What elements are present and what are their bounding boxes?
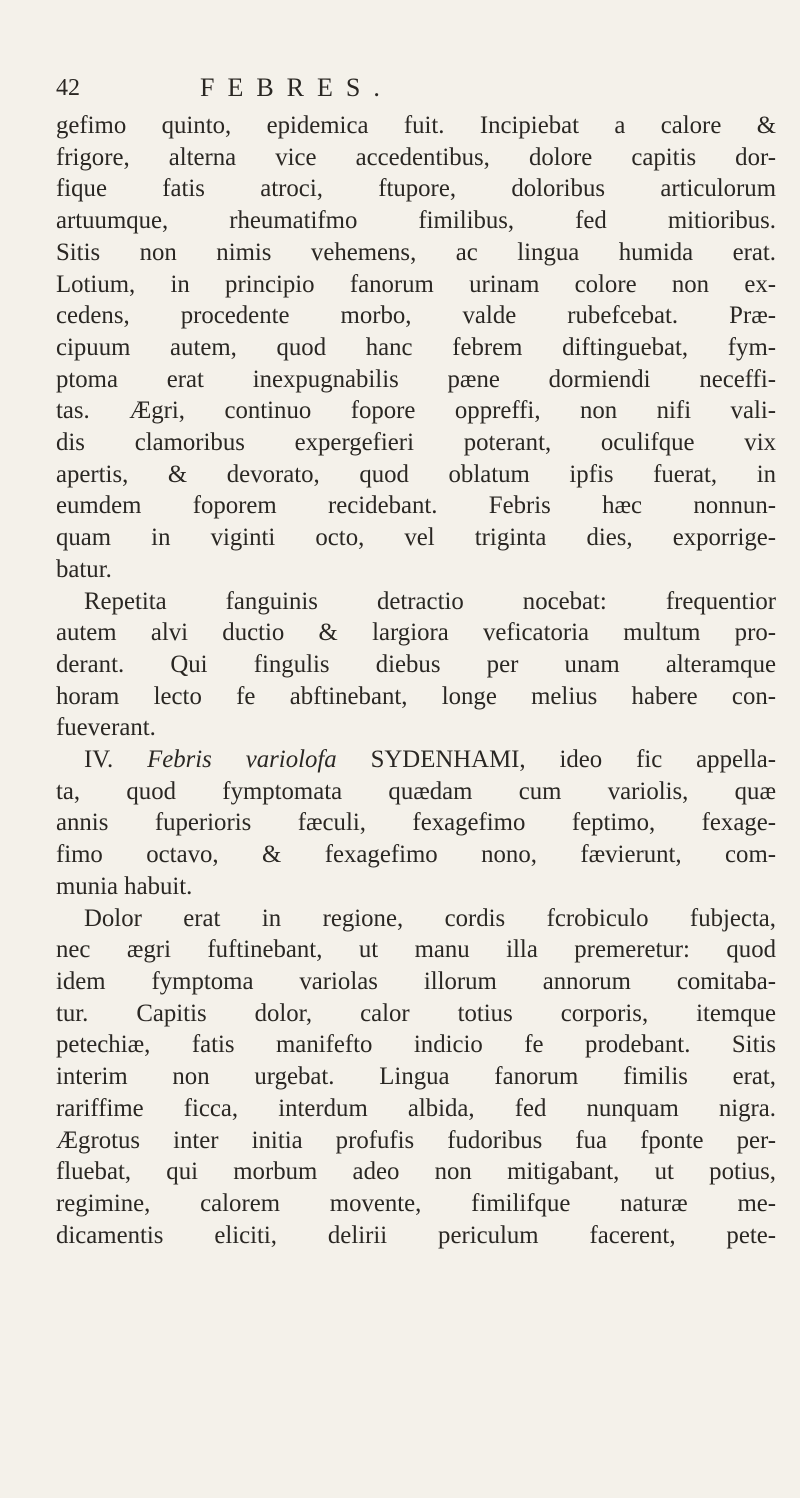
section-heading-line bbox=[56, 744, 776, 776]
text-line: munia habuit. bbox=[56, 872, 193, 900]
text-line: fique fatis atroci, ftupore, doloribus articulorum bbox=[56, 175, 776, 203]
text-line: rariffime ficca, interdum albida, fed nunquam nigra. bbox=[56, 1094, 776, 1122]
text-line: nec ægri fuftinebant, ut manu illa premeretur: quod bbox=[56, 936, 776, 964]
text-line: Dolor erat in regione, cordis fcrobiculo fubjecta, bbox=[84, 904, 776, 932]
text-line: frigore, alterna vice accedentibus, dolore capitis dor- bbox=[56, 143, 776, 171]
text-line: horam lecto fe abftinebant, longe melius habere con- bbox=[56, 682, 776, 710]
text-line: interim non urgebat. Lingua fanorum fimilis erat, bbox=[56, 1063, 776, 1091]
text-fragment: , ideo fic appella- bbox=[519, 746, 777, 774]
text-line: autem alvi ductio & largiora veficatoria multum pro- bbox=[56, 619, 776, 647]
text-line: dicamentis eliciti, delirii periculum facerent, pete- bbox=[56, 1221, 776, 1249]
text-line: artuumque, rheumatifmo fimilibus, fed mitioribus. bbox=[56, 207, 776, 235]
text-line: regimine, calorem movente, fimilifque naturæ me- bbox=[56, 1189, 776, 1217]
text-line: tur. Capitis dolor, calor totius corporis, itemque bbox=[56, 999, 776, 1027]
text-line: idem fymptoma variolas illorum annorum comitaba- bbox=[56, 967, 776, 995]
text-line: annis fuperioris fæculi, fexagefimo feptimo, fexage- bbox=[56, 809, 776, 837]
text-line: Repetita fanguinis detractio nocebat: frequentior bbox=[84, 587, 776, 615]
text-line: batur. bbox=[56, 555, 112, 583]
text-line: eumdem foporem recidebant. Febris hæc nonnun- bbox=[56, 492, 776, 520]
text-line: ptoma erat inexpugnabilis pæne dormiendi neceffi- bbox=[56, 365, 776, 393]
text-line: Sitis non nimis vehemens, ac lingua humida erat. bbox=[56, 238, 776, 266]
text-line: gefimo quinto, epidemica fuit. Incipiebat a calore & bbox=[56, 112, 776, 139]
text-line: tas. Ægri, continuo fopore oppreffi, non nifi vali- bbox=[56, 397, 776, 425]
section-number: IV. bbox=[84, 746, 114, 774]
page-header bbox=[56, 66, 776, 110]
text-line: fluebat, qui morbum adeo non mitigabant, ut potius, bbox=[56, 1158, 776, 1186]
running-head: FEBRES. bbox=[200, 73, 393, 102]
text-line: fimo octavo, & fexagefimo nono, fævierunt, com- bbox=[56, 841, 776, 869]
text-line: apertis, & devorato, quod oblatum ipfis fuerat, in bbox=[56, 460, 776, 488]
text-line: petechiæ, fatis manifefto indicio fe prodebant. Sitis bbox=[56, 1031, 776, 1059]
text-line: derant. Qui fingulis diebus per unam alteramque bbox=[56, 650, 776, 678]
book-page bbox=[56, 66, 776, 1251]
text-line: dis clamoribus expergefieri poterant, oculifque vix bbox=[56, 429, 776, 457]
text-line: ta, quod fymptomata quædam cum variolis, quæ bbox=[56, 777, 776, 805]
text-line: cipuum autem, quod hanc febrem diftinguebat, fym- bbox=[56, 333, 776, 361]
body-text bbox=[56, 110, 776, 1251]
text-line: Lotium, in principio fanorum urinam colore non ex- bbox=[56, 270, 776, 298]
section-title: Febris variolofa bbox=[147, 746, 337, 774]
text-line: cedens, procedente morbo, valde rubefcebat. Præ- bbox=[56, 302, 776, 330]
author-name: SYDENHAMI bbox=[370, 746, 520, 774]
page-number: 42 bbox=[56, 75, 80, 101]
text-line: quam in viginti octo, vel triginta dies, exporrige- bbox=[56, 524, 776, 552]
text-line: Ægrotus inter initia profufis fudoribus fua fponte per- bbox=[56, 1126, 776, 1154]
text-line: fueverant. bbox=[56, 714, 156, 742]
